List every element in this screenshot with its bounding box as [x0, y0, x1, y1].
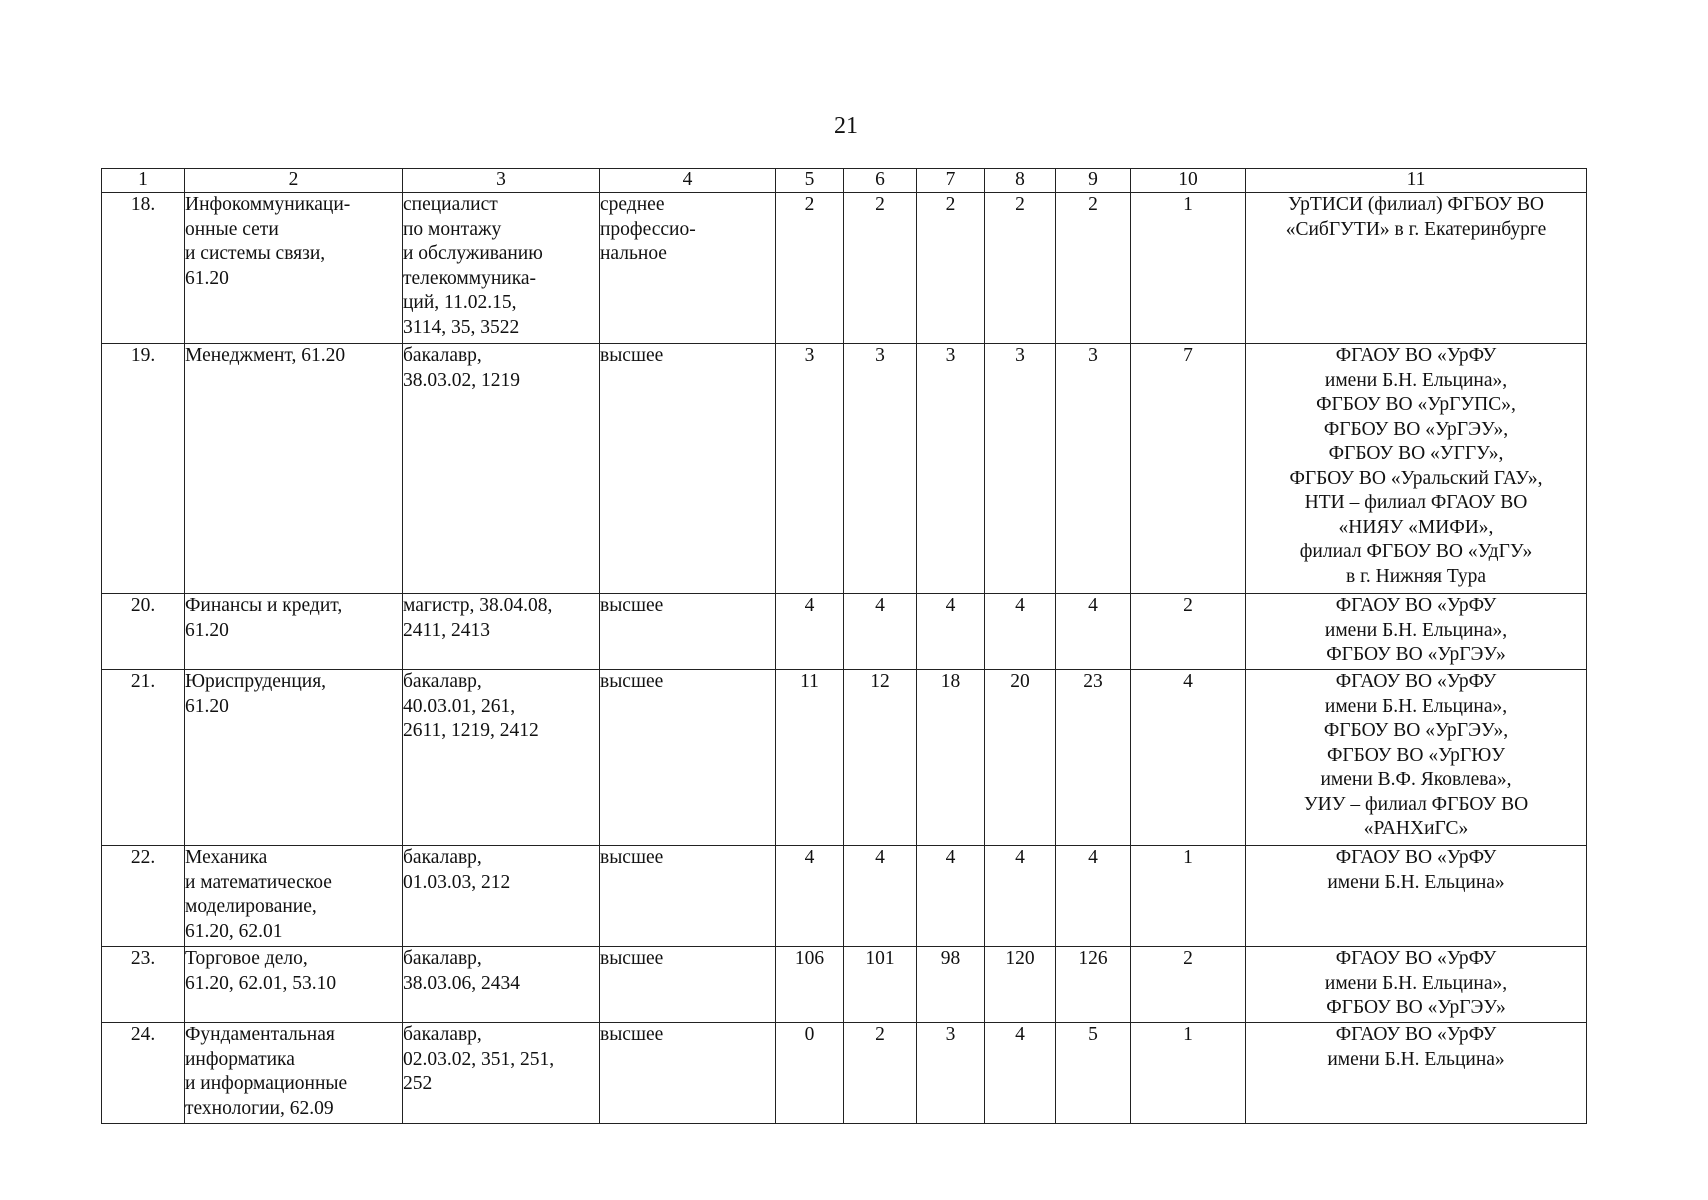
organizations: ФГАОУ ВО «УрФУ имени Б.Н. Ельцина», ФГБОУ ВО «УрГЭУ», ФГБОУ ВО «УрГЮУ имени В.Ф. Яковлева», УИУ – филиал ФГБОУ ВО «РАНХиГС»	[1246, 670, 1587, 846]
value-col-8: 4	[985, 1023, 1056, 1124]
value-col-10: 1	[1131, 846, 1246, 947]
value-col-6: 3	[844, 344, 917, 594]
value-col-7: 4	[917, 594, 985, 670]
header-cell-9: 9	[1056, 169, 1131, 193]
table-body	[102, 193, 1587, 1124]
value-col-5: 3	[776, 344, 844, 594]
specialty-name: Юриспруденция, 61.20	[185, 670, 403, 846]
education-level: среднее профессио- нальное	[600, 193, 776, 344]
value-col-5: 11	[776, 670, 844, 846]
header-cell-8: 8	[985, 169, 1056, 193]
value-col-7: 4	[917, 846, 985, 947]
header-cell-6: 6	[844, 169, 917, 193]
value-col-7: 3	[917, 344, 985, 594]
value-col-7: 18	[917, 670, 985, 846]
value-col-5: 4	[776, 846, 844, 947]
table-row	[102, 344, 1587, 594]
specialty-name: Инфокоммуникаци- онные сети и системы связи, 61.20	[185, 193, 403, 344]
organizations: УрТИСИ (филиал) ФГБОУ ВО «СибГУТИ» в г. Екатеринбурге	[1246, 193, 1587, 344]
value-col-10: 1	[1131, 193, 1246, 344]
value-col-5: 106	[776, 947, 844, 1023]
table-row	[102, 947, 1587, 1023]
education-level: высшее	[600, 947, 776, 1023]
value-col-8: 4	[985, 594, 1056, 670]
value-col-5: 4	[776, 594, 844, 670]
value-col-6: 2	[844, 193, 917, 344]
value-col-10: 2	[1131, 594, 1246, 670]
value-col-8: 2	[985, 193, 1056, 344]
value-col-6: 101	[844, 947, 917, 1023]
header-cell-7: 7	[917, 169, 985, 193]
value-col-10: 1	[1131, 1023, 1246, 1124]
header-row	[102, 169, 1587, 193]
header-cell-2: 2	[185, 169, 403, 193]
value-col-9: 2	[1056, 193, 1131, 344]
value-col-9: 5	[1056, 1023, 1131, 1124]
value-col-6: 12	[844, 670, 917, 846]
qualification: бакалавр, 02.03.02, 351, 251, 252	[403, 1023, 600, 1124]
row-number: 19.	[102, 344, 185, 594]
value-col-8: 120	[985, 947, 1056, 1023]
qualification: бакалавр, 01.03.03, 212	[403, 846, 600, 947]
education-level: высшее	[600, 670, 776, 846]
table-row	[102, 193, 1587, 344]
value-col-7: 2	[917, 193, 985, 344]
organizations: ФГАОУ ВО «УрФУ имени Б.Н. Ельцина», ФГБОУ ВО «УрГУПС», ФГБОУ ВО «УрГЭУ», ФГБОУ ВО «УГГУ», ФГБОУ ВО «Уральский ГАУ», НТИ – филиал ФГАОУ ВО «НИЯУ «МИФИ», филиал ФГБОУ ВО «УдГУ» в г. Нижняя Тура	[1246, 344, 1587, 594]
value-col-9: 126	[1056, 947, 1131, 1023]
value-col-7: 3	[917, 1023, 985, 1124]
row-number: 22.	[102, 846, 185, 947]
specialty-name: Механика и математическое моделирование, 61.20, 62.01	[185, 846, 403, 947]
row-number: 24.	[102, 1023, 185, 1124]
specialty-name: Фундаментальная информатика и информационные технологии, 62.09	[185, 1023, 403, 1124]
value-col-8: 4	[985, 846, 1056, 947]
value-col-9: 23	[1056, 670, 1131, 846]
specialty-name: Финансы и кредит, 61.20	[185, 594, 403, 670]
row-number: 23.	[102, 947, 185, 1023]
education-level: высшее	[600, 344, 776, 594]
table-row	[102, 1023, 1587, 1124]
value-col-10: 4	[1131, 670, 1246, 846]
value-col-5: 2	[776, 193, 844, 344]
organizations: ФГАОУ ВО «УрФУ имени Б.Н. Ельцина», ФГБОУ ВО «УрГЭУ»	[1246, 947, 1587, 1023]
value-col-7: 98	[917, 947, 985, 1023]
value-col-9: 4	[1056, 594, 1131, 670]
qualification: специалист по монтажу и обслуживанию телекоммуника- ций, 11.02.15, 3114, 35, 3522	[403, 193, 600, 344]
table-row	[102, 846, 1587, 947]
organizations: ФГАОУ ВО «УрФУ имени Б.Н. Ельцина»	[1246, 1023, 1587, 1124]
data-table	[101, 168, 1587, 1124]
row-number: 18.	[102, 193, 185, 344]
row-number: 20.	[102, 594, 185, 670]
value-col-6: 4	[844, 594, 917, 670]
value-col-6: 2	[844, 1023, 917, 1124]
header-cell-1: 1	[102, 169, 185, 193]
value-col-5: 0	[776, 1023, 844, 1124]
row-number: 21.	[102, 670, 185, 846]
organizations: ФГАОУ ВО «УрФУ имени Б.Н. Ельцина», ФГБОУ ВО «УрГЭУ»	[1246, 594, 1587, 670]
value-col-10: 7	[1131, 344, 1246, 594]
qualification: бакалавр, 40.03.01, 261, 2611, 1219, 2412	[403, 670, 600, 846]
header-cell-4: 4	[600, 169, 776, 193]
qualification: магистр, 38.04.08, 2411, 2413	[403, 594, 600, 670]
header-cell-11: 11	[1246, 169, 1587, 193]
specialty-name: Торговое дело, 61.20, 62.01, 53.10	[185, 947, 403, 1023]
qualification: бакалавр, 38.03.06, 2434	[403, 947, 600, 1023]
value-col-10: 2	[1131, 947, 1246, 1023]
qualification: бакалавр, 38.03.02, 1219	[403, 344, 600, 594]
header-cell-10: 10	[1131, 169, 1246, 193]
education-level: высшее	[600, 1023, 776, 1124]
table-header	[102, 169, 1587, 193]
value-col-9: 4	[1056, 846, 1131, 947]
education-level: высшее	[600, 846, 776, 947]
education-level: высшее	[600, 594, 776, 670]
header-cell-5: 5	[776, 169, 844, 193]
page-number: 21	[834, 113, 858, 139]
table-row	[102, 594, 1587, 670]
value-col-9: 3	[1056, 344, 1131, 594]
header-cell-3: 3	[403, 169, 600, 193]
organizations: ФГАОУ ВО «УрФУ имени Б.Н. Ельцина»	[1246, 846, 1587, 947]
value-col-8: 3	[985, 344, 1056, 594]
table-row	[102, 670, 1587, 846]
specialty-name: Менеджмент, 61.20	[185, 344, 403, 594]
value-col-8: 20	[985, 670, 1056, 846]
value-col-6: 4	[844, 846, 917, 947]
